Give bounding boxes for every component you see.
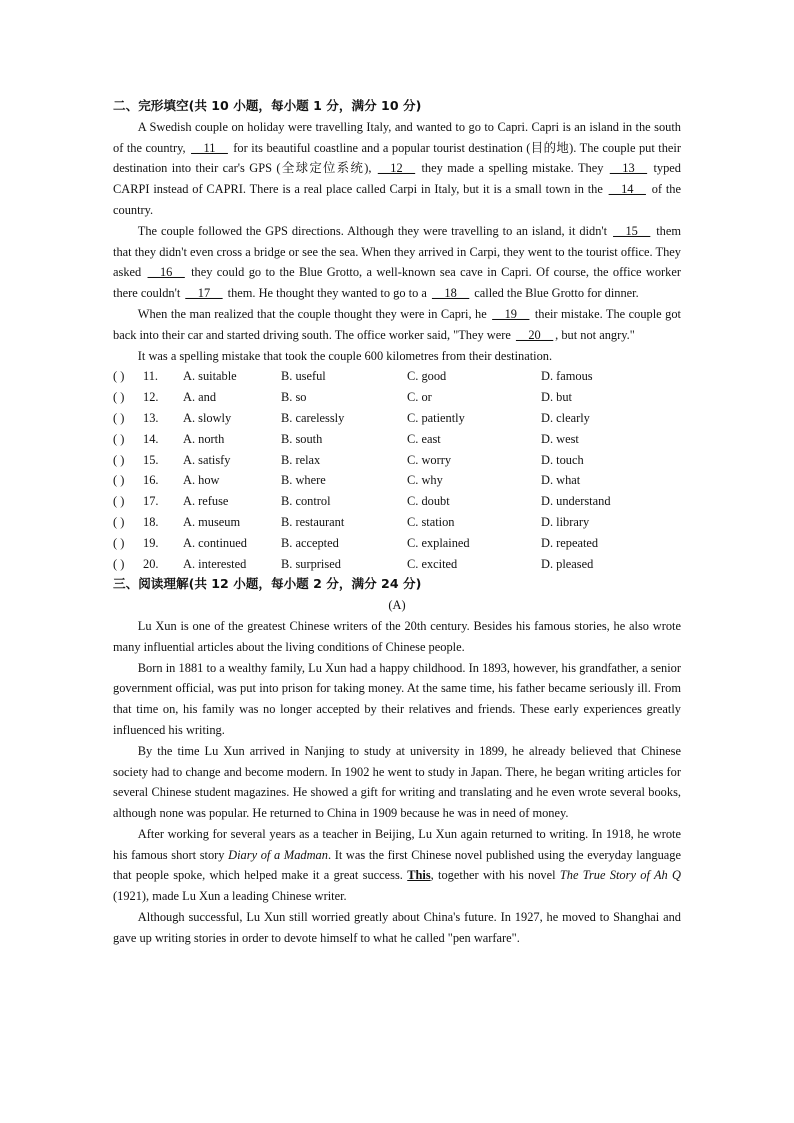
option-a: A. refuse	[183, 494, 229, 509]
blank-14: __14__	[608, 182, 646, 197]
option-c: C. why	[407, 473, 443, 488]
option-d: D. understand	[541, 494, 611, 509]
option-a: A. how	[183, 473, 220, 488]
reading-paragraph-3: By the time Lu Xun arrived in Nanjing to study at university in 1899, he already believed that Chinese society had to change and become modern. In 1902 he went to study in Japan. There, he began writing articles for several Chinese student magazines. He showed a gift for writing and translating and he even wrote several books, although none was popular. He returned to China in 1909 because he was in need of money.	[113, 743, 681, 821]
option-c: C. good	[407, 369, 447, 384]
option-row	[113, 450, 681, 471]
option-a: A. museum	[183, 514, 241, 529]
option-d: D. repeated	[541, 535, 599, 550]
question-number: 15.	[143, 452, 159, 467]
option-d: D. but	[541, 390, 572, 405]
blank-18: __18__	[431, 286, 470, 301]
section3-heading: 三、阅读理解(共 12 小题，每小题 2 分，满分 24 分)	[113, 576, 422, 592]
question-number: 11.	[143, 369, 159, 384]
question-number: 14.	[143, 431, 159, 446]
exam-page	[113, 96, 681, 949]
answer-paren[interactable]: ( )	[113, 514, 125, 529]
option-b: B. carelessly	[281, 410, 345, 425]
title-true-story-of-ah-q: The True Story of Ah Q	[559, 868, 681, 883]
reading-paragraph-2: Born in 1881 to a wealthy family, Lu Xun had a happy childhood. In 1893, however, his grandfather, a senior government official, was put into prison for taking money. At the same time, his father became seriously ill. From that time on, his family was no longer accepted by their relatives and friends. These early experiences greatly influenced his writing.	[113, 660, 681, 737]
reading-paragraph-4: After working for several years as a teacher in Beijing, Lu Xun again returned to writing. In 1918, he wrote his famous short story Diary of a Madman. It was the first Chinese novel published using the everyday language that people spoke, which helped make it a great success. This, together with his novel The True Story of Ah Q (1921), made Lu Xun a leading Chinese writer.	[113, 826, 681, 904]
option-row	[113, 429, 681, 450]
blank-19: __19__	[492, 306, 530, 321]
option-row	[113, 554, 681, 575]
option-d: D. famous	[541, 369, 593, 384]
blank-15: __15__	[613, 223, 651, 238]
option-d: D. west	[541, 431, 579, 446]
option-a: A. satisfy	[183, 452, 231, 467]
option-a: A. continued	[183, 535, 248, 550]
blank-12: __12__	[377, 161, 416, 176]
option-d: D. what	[541, 473, 581, 488]
answer-paren[interactable]: ( )	[113, 556, 125, 571]
cloze-options	[113, 366, 681, 574]
answer-paren[interactable]: ( )	[113, 369, 125, 384]
answer-paren[interactable]: ( )	[113, 473, 125, 488]
question-number: 17.	[143, 494, 159, 509]
option-c: C. station	[407, 514, 455, 529]
cloze-paragraph-4: It was a spelling mistake that took the couple 600 kilometres from their destination.	[137, 348, 553, 363]
option-c: C. excited	[407, 556, 458, 571]
option-a: A. and	[183, 390, 217, 405]
option-b: B. control	[281, 494, 331, 509]
option-b: B. surprised	[281, 556, 341, 571]
option-a: A. suitable	[183, 369, 237, 384]
question-number: 13.	[143, 410, 159, 425]
answer-paren[interactable]: ( )	[113, 410, 125, 425]
option-d: D. clearly	[541, 410, 590, 425]
option-c: C. explained	[407, 535, 470, 550]
option-c: C. or	[407, 390, 432, 405]
cloze-paragraph-1: A Swedish couple on holiday were travelling Italy, and wanted to go to Capri. Capri is an island in the south of the country, __11__ for its beautiful coastline and a popular tourist destination (目的地). The couple put their destination into their car's GPS (全球定位系统), __12__ they made a spelling mistake. They __13__ typed CARPI instead of CAPRI. There is a real place called Carpi in Italy, but it is a small town in the __14__ of the country.	[113, 119, 681, 217]
question-number: 18.	[143, 514, 159, 529]
option-row	[113, 533, 681, 554]
reading-paragraph-1: Lu Xun is one of the greatest Chinese writers of the 20th century. Besides his famous stories, he also wrote many influential articles about the living conditions of Chinese people.	[113, 618, 681, 654]
blank-13: __13__	[609, 161, 648, 176]
option-c: C. patiently	[407, 410, 465, 425]
question-number: 19.	[143, 535, 159, 550]
option-row	[113, 512, 681, 533]
question-number: 12.	[143, 390, 159, 405]
option-d: D. pleased	[541, 556, 594, 571]
option-row	[113, 387, 681, 408]
option-c: C. east	[407, 431, 441, 446]
option-b: B. where	[281, 473, 326, 488]
cloze-paragraph-2: The couple followed the GPS directions. Although they were travelling to an island, it didn't __15__ them that they didn't even cross a bridge or see the sea. When they arrived in Carpi, they went to the tourist office. They asked __16__ they could go to the Blue Grotto, a well-known sea cave in Capri. Of course, the office worker there couldn't __17__ them. He thought they wanted to go to a __18__ called the Blue Grotto for dinner.	[113, 223, 681, 301]
title-diary-of-a-madman: Diary of a Madman	[228, 847, 328, 862]
blank-16: __16__	[147, 265, 185, 280]
blank-11: __11__	[191, 140, 228, 155]
question-number: 20.	[143, 556, 159, 571]
option-c: C. doubt	[407, 494, 450, 509]
keyword-this: This	[407, 868, 431, 883]
option-c: C. worry	[407, 452, 452, 467]
answer-paren[interactable]: ( )	[113, 390, 125, 405]
reading-paragraph-5: Although successful, Lu Xun still worried greatly about China's future. In 1927, he moved to Shanghai and gave up writing stories in order to devote himself to what he called "pen warfare".	[113, 910, 681, 945]
option-d: D. library	[541, 514, 590, 529]
option-a: A. interested	[183, 556, 247, 571]
answer-paren[interactable]: ( )	[113, 452, 125, 467]
blank-17: __17__	[185, 286, 223, 301]
answer-paren[interactable]: ( )	[113, 535, 125, 550]
section2-heading: 二、完形填空(共 10 小题，每小题 1 分，满分 10 分)	[113, 98, 422, 113]
option-b: B. so	[281, 390, 307, 405]
passage-label: (A)	[388, 598, 406, 613]
option-b: B. restaurant	[281, 514, 345, 529]
cloze-paragraph-3: When the man realized that the couple thought they were in Capri, he __19__ their mistake. The couple got back into their car and started driving south. The office worker said, "They were __20__ , but not angry."	[113, 306, 681, 342]
option-row	[113, 366, 681, 387]
option-a: A. north	[183, 431, 225, 446]
question-number: 16.	[143, 473, 159, 488]
option-d: D. touch	[541, 452, 584, 467]
answer-paren[interactable]: ( )	[113, 494, 125, 509]
option-b: B. south	[281, 431, 323, 446]
blank-20: __20__	[515, 327, 554, 342]
option-row	[113, 470, 681, 491]
option-b: B. relax	[281, 452, 321, 467]
answer-paren[interactable]: ( )	[113, 431, 125, 446]
option-b: B. useful	[281, 369, 326, 384]
option-row	[113, 408, 681, 429]
option-b: B. accepted	[281, 535, 339, 550]
option-row	[113, 491, 681, 512]
option-a: A. slowly	[183, 410, 232, 425]
